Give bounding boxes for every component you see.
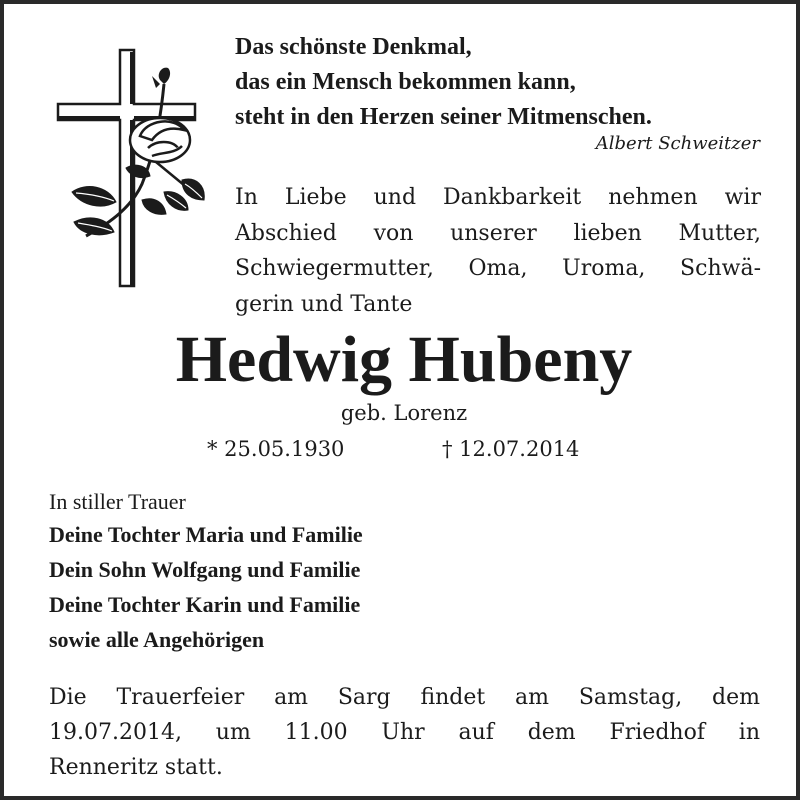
deceased-name: Hedwig Hubeny <box>175 323 633 396</box>
intro-line: gerin und Tante <box>235 291 413 317</box>
quote-line: das ein Mensch bekommen kann, <box>235 69 576 95</box>
quote-line: Das schönste Denkmal, <box>235 34 472 60</box>
intro-line: Schwiegermutter, Oma, Uroma, Schwä- <box>235 256 761 281</box>
service-line: Die Trauerfeier am Sarg findet am Samstag, dem <box>49 685 760 710</box>
death-date: † 12.07.2014 <box>442 437 580 461</box>
mourner-entry: Deine Tochter Karin und Familie <box>49 592 361 617</box>
mourner-entry: sowie alle Angehörigen <box>49 627 265 652</box>
mourner-entry: Dein Sohn Wolfgang und Familie <box>49 557 361 582</box>
funeral-service-info <box>49 680 760 785</box>
intro-text <box>235 180 761 322</box>
birth-name: geb. Lorenz <box>340 401 468 425</box>
quote-author: Albert Schweitzer <box>595 133 760 154</box>
quote-block <box>235 30 760 155</box>
birth-date: * 25.05.1930 <box>207 437 345 461</box>
cross-with-rose-icon <box>56 44 206 289</box>
intro-line: Abschied von unserer lieben Mutter, <box>235 220 761 246</box>
intro-line: In Liebe und Dankbarkeit nehmen wir <box>235 185 761 210</box>
mourner-entry: Deine Tochter Maria und Familie <box>49 522 363 547</box>
service-line: Renneritz statt. <box>49 755 223 780</box>
quote-line: steht in den Herzen seiner Mitmenschen. <box>235 104 652 130</box>
service-line: 19.07.2014, um 11.00 Uhr auf dem Friedhof in <box>49 720 760 745</box>
mourners-heading: In stiller Trauer <box>49 489 186 514</box>
mourners-block <box>49 486 649 657</box>
